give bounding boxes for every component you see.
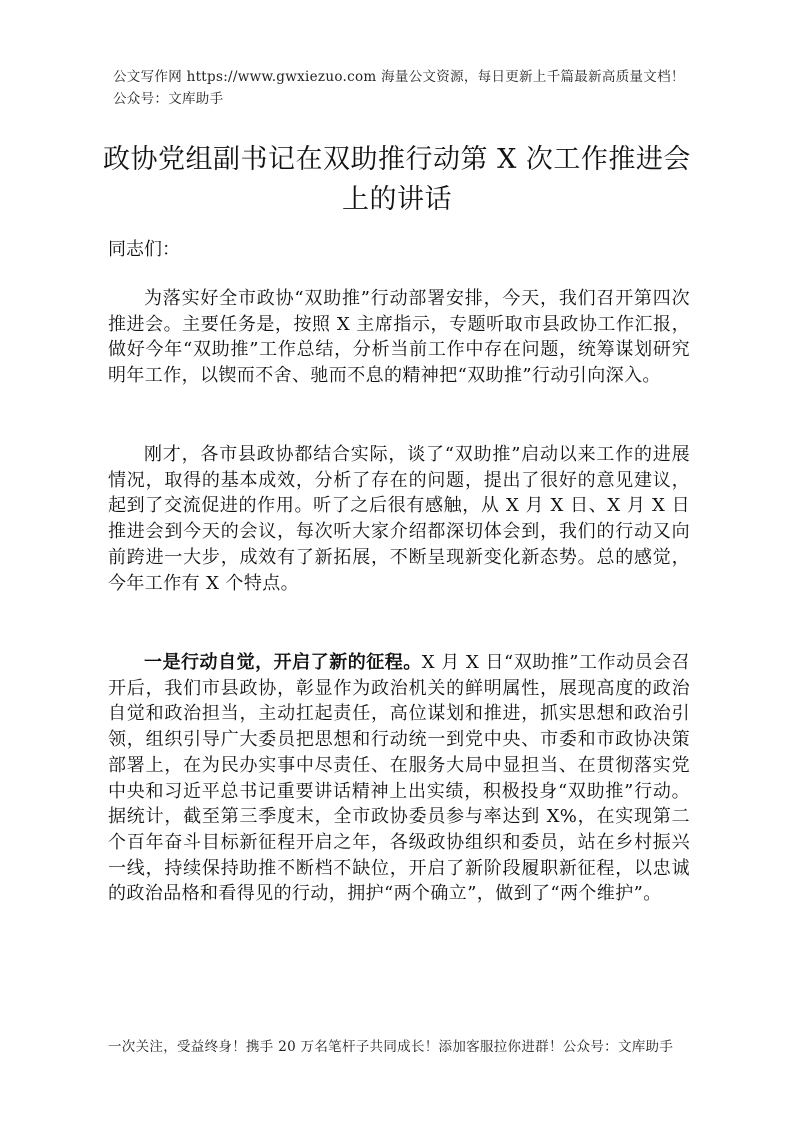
footer-note: 一次关注，受益终身！携手 20 万名笔杆子共同成长！添加客服拉你进群！公众号：文库助手 (108, 1039, 674, 1055)
paragraph-1: 为落实好全市政协“双助推”行动部署安排，今天，我们召开第四次推进会。主要任务是，按照 X 主席指示，专题听取市县政协工作汇报，做好今年“双助推”工作总结，分析当前工作中存在问题，统筹谋划研究明年工作，以锲而不舍、驰而不息的精神把“双助推”行动引向深入。 (108, 288, 690, 387)
paragraph-3 (108, 650, 690, 907)
document-title: 政协党组副书记在双助推行动第 X 次工作推进会上的讲话 (103, 144, 691, 215)
paragraph-3-lead: 一是行动自觉，开启了新的征程。 (144, 652, 422, 673)
paragraph-2: 刚才，各市县政协都结合实际，谈了“双助推”启动以来工作的进展情况，取得的基本成效，分析了存在的问题，提出了很好的意见建议，起到了交流促进的作用。听了之后很有感触，从 X 月 X 日、X 月 X 日推进会到今天的会议，每次听大家介绍都深切体会到，我们的行动又向前跨进一大步，成效有了新拓展，不断呈现新变化新态势。总的感觉，今年工作有 X 个特点。 (108, 444, 690, 594)
salutation: 同志们： (108, 239, 180, 260)
header-note: 公文写作网 https://www.gwxiezuo.com 海量公文资源，每日更新上千篇最新高质量文档！ 公众号：文库助手 (113, 69, 685, 107)
paragraph-3-body: X 月 X 日“双助推”工作动员会召开后，我们市县政协，彰显作为政治机关的鲜明属性，展现高度的政治自觉和政治担当，主动扛起责任，高位谋划和推进，抓实思想和政治引领，组织引导广大委员把思想和行动统一到党中央、市委和市政协决策部署上，在为民办实事中尽责任、在服务大局中显担当、在贯彻落实党中央和习近平总书记重要讲话精神上出实绩，积极投身“双助推”行动。据统计，截至第三季度末，全市政协委员参与率达到 X%，在实现第二个百年奋斗目标新征程开启之年，各级政协组织和委员，站在乡村振兴一线，持续保持助推不断档不缺位，开启了新阶段履职新征程，以忠诚的政治品格和看得见的行动，拥护“两个确立”，做到了“两个维护”。 (108, 652, 690, 905)
